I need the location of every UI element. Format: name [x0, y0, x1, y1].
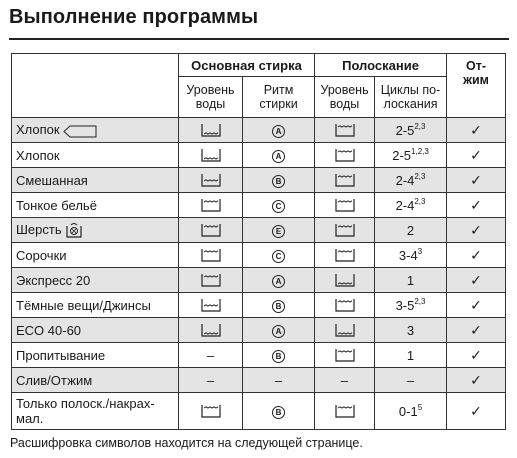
table-row: [12, 368, 506, 393]
rinse-cycles-cell: [375, 318, 447, 343]
rhythm-badge-icon: A: [272, 325, 285, 338]
header-water-level: [179, 77, 243, 118]
program-name-cell: [12, 318, 179, 343]
rinse-cycles-cell: [375, 218, 447, 243]
program-name-cell: [12, 168, 179, 193]
footnote-ref: 5: [417, 402, 423, 412]
checkmark-icon: ✓: [470, 346, 482, 363]
checkmark-icon: ✓: [470, 171, 482, 188]
water-level-icon: [315, 348, 374, 362]
rinse-cycles-value: 2: [406, 222, 415, 238]
header-water-level-text: Уровень воды: [186, 83, 235, 111]
footnote: Расшифровка символов находится на следующей странице.: [10, 436, 363, 450]
rinse-cycles-cell: [375, 343, 447, 368]
table-row: [12, 343, 506, 368]
table-row: [12, 318, 506, 343]
program-name: Сорочки: [16, 247, 67, 263]
rinse-cycles-value: 1: [406, 347, 415, 363]
wash-water-level-cell: [179, 193, 243, 218]
water-level-icon: [179, 148, 242, 162]
program-name-cell: [12, 218, 179, 243]
wash-water-level-cell: [179, 143, 243, 168]
spin-cell: [447, 393, 506, 430]
checkmark-icon: ✓: [470, 146, 482, 163]
rinse-cycles-cell: [375, 268, 447, 293]
wash-water-level-cell: [179, 168, 243, 193]
rinse-cycles-cell: [375, 143, 447, 168]
rinse-water-level-cell: [315, 393, 375, 430]
spin-cell: [447, 168, 506, 193]
wash-rhythm-cell: [243, 268, 315, 293]
tag-icon: [60, 122, 97, 137]
rinse-water-level-cell: [315, 143, 375, 168]
water-level-icon: [315, 223, 374, 237]
program-name-cell: [12, 118, 179, 143]
rinse-cycles-value: –: [406, 372, 415, 388]
header-rinse: Полоскание: [315, 54, 447, 77]
program-name: Только полоск./накрах- мал.: [16, 396, 155, 426]
header-rinse-cycles-text: Циклы по- лоскания: [380, 83, 441, 111]
spin-cell: [447, 143, 506, 168]
water-level-icon: [315, 123, 374, 137]
empty-dash: –: [340, 372, 349, 388]
water-level-icon: [179, 273, 242, 287]
table-row: [12, 243, 506, 268]
water-level-icon: [179, 223, 242, 237]
rinse-water-level-cell: [315, 218, 375, 243]
wool-icon: [62, 222, 83, 237]
header-main-wash: Основная стирка: [179, 54, 315, 77]
table-row: [12, 393, 506, 430]
program-name-cell: [12, 268, 179, 293]
program-name-cell: [12, 343, 179, 368]
program-name: Тонкое бельё: [16, 197, 97, 213]
spin-cell: [447, 343, 506, 368]
rhythm-badge-icon: A: [272, 275, 285, 288]
footnote-ref: 2,3: [414, 196, 426, 206]
program-name: Слив/Отжим: [16, 372, 93, 388]
rinse-cycles-value: 2-4: [395, 172, 415, 188]
wash-water-level-cell: [179, 118, 243, 143]
footnote-ref: 3: [417, 246, 423, 256]
checkmark-icon: ✓: [470, 121, 482, 138]
rinse-cycles-cell: [375, 293, 447, 318]
rinse-cycles-cell: [375, 168, 447, 193]
water-level-icon: [179, 404, 242, 418]
rinse-cycles-value: 2-5: [395, 122, 415, 138]
program-name-cell: [12, 368, 179, 393]
rinse-cycles-cell: [375, 368, 447, 393]
water-level-icon: [315, 298, 374, 312]
header-program-blank: [12, 54, 179, 118]
program-name-cell: [12, 193, 179, 218]
rinse-cycles-value: 3-5: [395, 297, 415, 313]
wash-water-level-cell: [179, 243, 243, 268]
spin-cell: [447, 268, 506, 293]
rinse-cycles-value: 0-1: [398, 403, 418, 419]
rhythm-badge-icon: C: [272, 250, 285, 263]
rhythm-badge-icon: A: [272, 125, 285, 138]
water-level-icon: [315, 404, 374, 418]
program-name: Хлопок: [16, 147, 60, 163]
rinse-cycles-cell: [375, 393, 447, 430]
rhythm-badge-icon: C: [272, 200, 285, 213]
footnote-ref: 1,2,3: [411, 146, 429, 156]
program-name: ECO 40-60: [16, 322, 82, 338]
wash-water-level-cell: [179, 343, 243, 368]
footnote-ref: 2,3: [414, 171, 426, 181]
spin-cell: [447, 293, 506, 318]
water-level-icon: [179, 198, 242, 212]
rinse-water-level-cell: [315, 118, 375, 143]
spin-cell: [447, 218, 506, 243]
rinse-cycles-value: 3: [406, 322, 415, 338]
program-name-cell: [12, 393, 179, 430]
wash-rhythm-cell: [243, 243, 315, 268]
rinse-cycles-cell: [375, 243, 447, 268]
table-row: [12, 168, 506, 193]
empty-dash: –: [274, 372, 283, 388]
program-name: Пропитывание: [16, 347, 106, 363]
rinse-water-level-cell: [315, 193, 375, 218]
rhythm-badge-icon: E: [272, 225, 285, 238]
rinse-water-level-cell: [315, 318, 375, 343]
checkmark-icon: ✓: [470, 371, 482, 388]
wash-water-level-cell: [179, 293, 243, 318]
table-row: [12, 268, 506, 293]
rinse-cycles-cell: [375, 193, 447, 218]
empty-dash: –: [206, 372, 215, 388]
wash-water-level-cell: [179, 318, 243, 343]
wash-rhythm-cell: [243, 118, 315, 143]
rinse-cycles-value: 1: [406, 272, 415, 288]
wash-rhythm-cell: [243, 218, 315, 243]
header-spin: [447, 54, 506, 118]
rhythm-badge-icon: B: [272, 350, 285, 363]
table-row: [12, 143, 506, 168]
rinse-water-level-cell: [315, 343, 375, 368]
checkmark-icon: ✓: [470, 296, 482, 313]
footnote-ref: 2,3: [414, 296, 426, 306]
header-rinse-water-level-text: Уровень воды: [320, 83, 369, 111]
water-level-icon: [315, 148, 374, 162]
water-level-icon: [315, 273, 374, 287]
rinse-water-level-cell: [315, 268, 375, 293]
wash-water-level-cell: [179, 368, 243, 393]
page-title: Выполнение программы: [9, 6, 259, 28]
spin-cell: [447, 243, 506, 268]
wash-rhythm-cell: [243, 393, 315, 430]
rinse-water-level-cell: [315, 243, 375, 268]
checkmark-icon: ✓: [470, 246, 482, 263]
rinse-water-level-cell: [315, 168, 375, 193]
header-spin-text: От- жим: [463, 59, 489, 87]
program-name: Шерсть: [16, 221, 62, 237]
water-level-icon: [315, 198, 374, 212]
wash-rhythm-cell: [243, 368, 315, 393]
program-name-cell: [12, 143, 179, 168]
program-name-cell: [12, 293, 179, 318]
wash-water-level-cell: [179, 393, 243, 430]
checkmark-icon: ✓: [470, 196, 482, 213]
rinse-water-level-cell: [315, 293, 375, 318]
water-level-icon: [315, 173, 374, 187]
title-rule: [9, 38, 509, 40]
header-rinse-water-level: [315, 77, 375, 118]
water-level-icon: [179, 123, 242, 137]
checkmark-icon: ✓: [470, 221, 482, 238]
rhythm-badge-icon: A: [272, 150, 285, 163]
program-name: Смешанная: [16, 172, 88, 188]
program-rows: [12, 118, 506, 430]
wash-water-level-cell: [179, 268, 243, 293]
checkmark-icon: ✓: [470, 402, 482, 419]
checkmark-icon: ✓: [470, 271, 482, 288]
rhythm-badge-icon: B: [272, 406, 285, 419]
program-name: Тёмные вещи/Джинсы: [16, 297, 151, 313]
program-name: Экспресс 20: [16, 272, 91, 288]
wash-rhythm-cell: [243, 293, 315, 318]
table-row: [12, 218, 506, 243]
rinse-water-level-cell: [315, 368, 375, 393]
rhythm-badge-icon: B: [272, 300, 285, 313]
wash-rhythm-cell: [243, 343, 315, 368]
water-level-icon: [315, 323, 374, 337]
header-rinse-cycles: [375, 77, 447, 118]
header-wash-rhythm: [243, 77, 315, 118]
rinse-cycles-cell: [375, 118, 447, 143]
water-level-icon: [315, 248, 374, 262]
spin-cell: [447, 318, 506, 343]
wash-rhythm-cell: [243, 143, 315, 168]
wash-rhythm-cell: [243, 318, 315, 343]
checkmark-icon: ✓: [470, 321, 482, 338]
rinse-cycles-value: 3-4: [398, 247, 418, 263]
wash-water-level-cell: [179, 218, 243, 243]
water-level-icon: [179, 323, 242, 337]
wash-rhythm-cell: [243, 193, 315, 218]
program-name: Хлопок: [16, 122, 60, 138]
spin-cell: [447, 193, 506, 218]
program-name-cell: [12, 243, 179, 268]
water-level-icon: [179, 248, 242, 262]
water-level-icon: [179, 173, 242, 187]
table-row: [12, 118, 506, 143]
spin-cell: [447, 368, 506, 393]
rhythm-badge-icon: B: [272, 175, 285, 188]
rinse-cycles-value: 2-5: [392, 147, 412, 163]
wash-rhythm-cell: [243, 168, 315, 193]
rinse-cycles-value: 2-4: [395, 197, 415, 213]
empty-dash: –: [206, 347, 215, 363]
table-row: [12, 293, 506, 318]
footnote-ref: 2,3: [414, 121, 426, 131]
header-wash-rhythm-text: Ритм стирки: [259, 83, 298, 111]
water-level-icon: [179, 298, 242, 312]
table-row: [12, 193, 506, 218]
spin-cell: [447, 118, 506, 143]
program-table: [11, 53, 506, 430]
